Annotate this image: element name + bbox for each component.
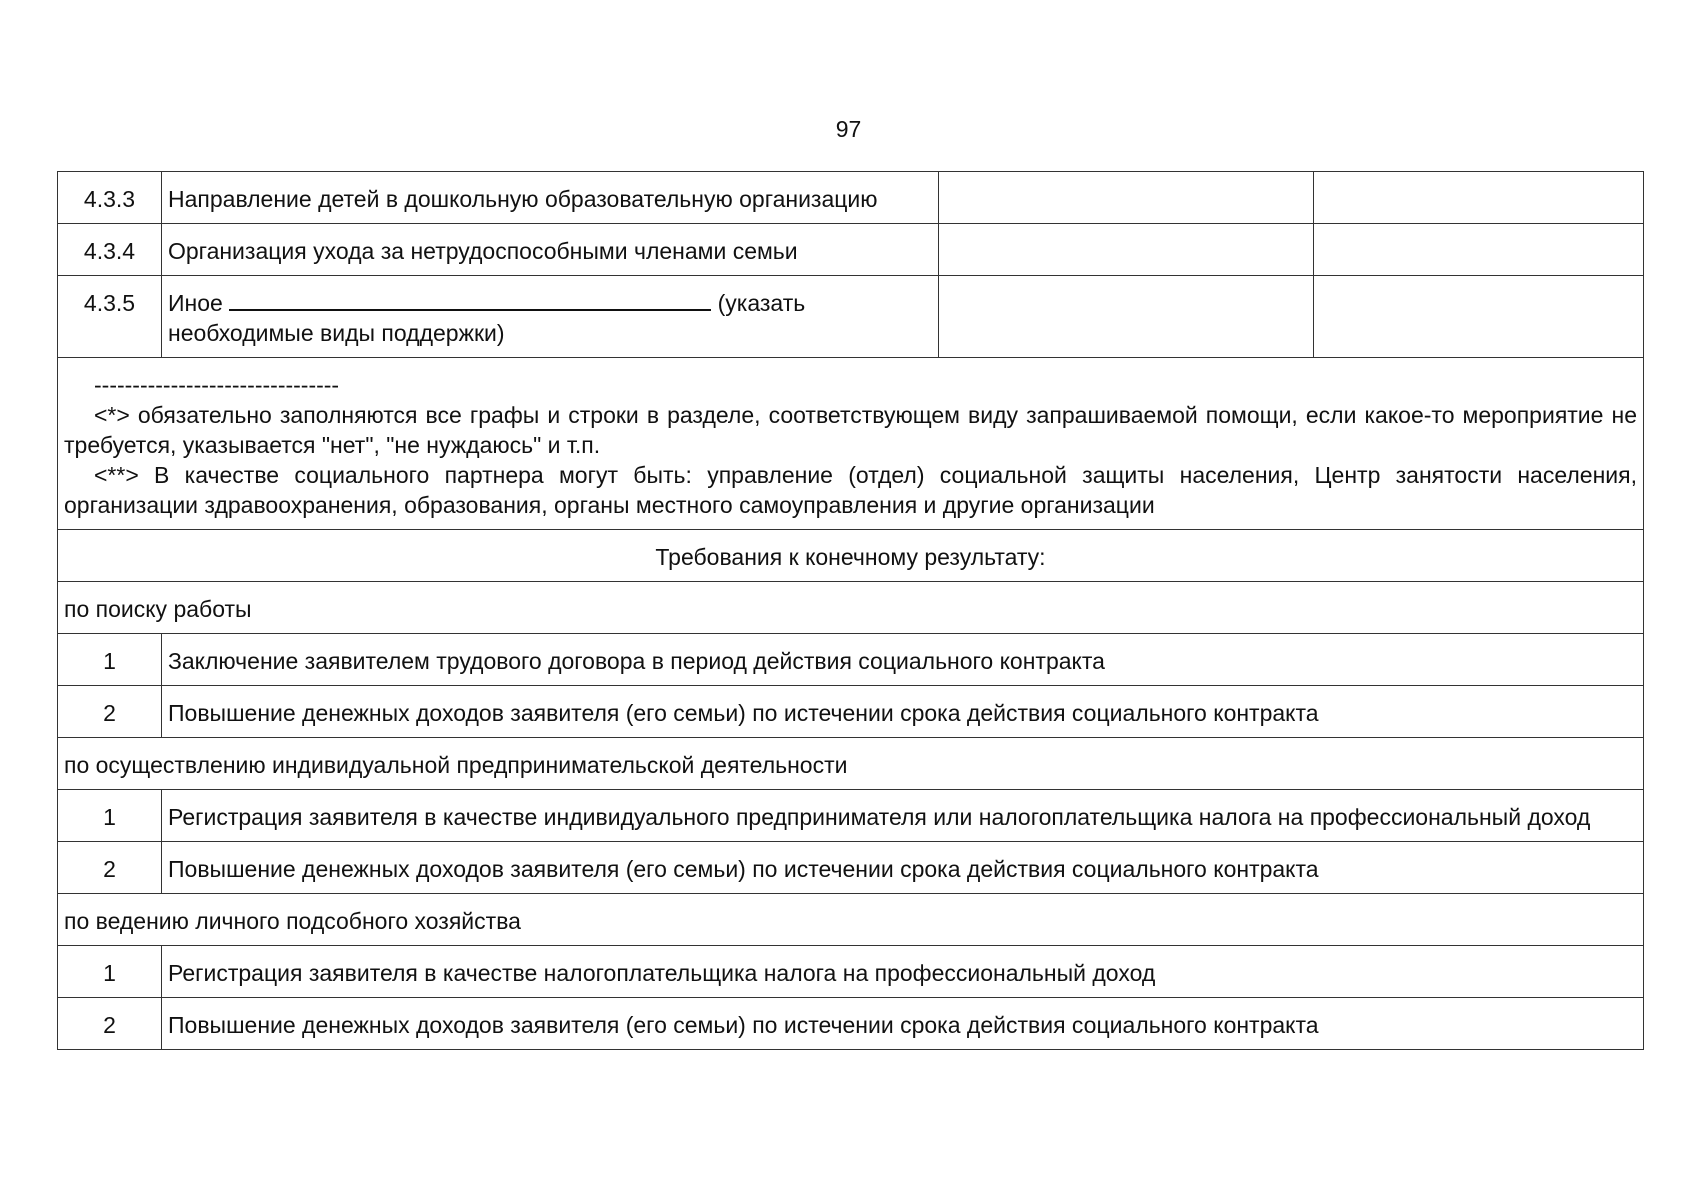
section-title-row [58,582,1644,634]
empty-cell [939,224,1314,276]
empty-cell [939,172,1314,224]
row-number: 1 [58,790,162,842]
row-text: Направление детей в дошкольную образовательную организацию [162,172,939,224]
row-number: 4.3.3 [58,172,162,224]
row-text: Повышение денежных доходов заявителя (его семьи) по истечении срока действия социального контракта [162,998,1644,1050]
table-row [58,224,1644,276]
social-contract-table [57,171,1644,1050]
row-number: 4.3.4 [58,224,162,276]
table-row [58,842,1644,894]
table-row [58,634,1644,686]
table-row [58,172,1644,224]
empty-cell [1314,276,1644,358]
fill-in-blank [229,289,711,311]
row-text: Регистрация заявителя в качестве налогоплательщика налога на профессиональный доход [162,946,1644,998]
section-title: по ведению личного подсобного хозяйства [58,894,1644,946]
row-text: Повышение денежных доходов заявителя (его семьи) по истечении срока действия социального контракта [162,686,1644,738]
row-number: 2 [58,686,162,738]
empty-cell [1314,172,1644,224]
footnote-separator: -------------------------------- [94,372,340,398]
table-row [58,686,1644,738]
footnote-1: <*> обязательно заполняются все графы и строки в разделе, соответствующем виду запрашиваемой помощи, если какое-то мероприятие не требуется, указывается "нет", "не нуждаюсь" и т.п. [64,402,1637,458]
table-row [58,998,1644,1050]
empty-cell [1314,224,1644,276]
section-title-row [58,894,1644,946]
row-text: Организация ухода за нетрудоспособными членами семьи [162,224,939,276]
row-number: 4.3.5 [58,276,162,358]
table-row [58,276,1644,358]
row-text: Повышение денежных доходов заявителя (его семьи) по истечении срока действия социального контракта [162,842,1644,894]
footnote-2: <**> В качестве социального партнера могут быть: управление (отдел) социальной защиты населения, Центр занятости населения, организации здравоохранения, образования, органы местного самоуправления и другие организации [64,462,1637,518]
empty-cell [939,276,1314,358]
row-text: Заключение заявителем трудового договора в период действия социального контракта [162,634,1644,686]
row-number: 1 [58,634,162,686]
row-number: 2 [58,998,162,1050]
page-number: 97 [835,116,862,142]
row-text: Регистрация заявителя в качестве индивидуального предпринимателя или налогоплательщика налога на профессиональный доход [162,790,1644,842]
row-number: 2 [58,842,162,894]
requirements-header-row [58,530,1644,582]
requirements-header: Требования к конечному результату: [58,530,1644,582]
table-row [58,946,1644,998]
footnotes-cell [58,358,1644,530]
notes-row [58,358,1644,530]
section-title-row [58,738,1644,790]
section-title: по осуществлению индивидуальной предпринимательской деятельности [58,738,1644,790]
row-number: 1 [58,946,162,998]
row-text-other [162,276,939,358]
other-label: Иное [168,290,223,316]
section-title: по поиску работы [58,582,1644,634]
table-row [58,790,1644,842]
other-hint: (указать необходимые виды поддержки) [168,290,806,346]
